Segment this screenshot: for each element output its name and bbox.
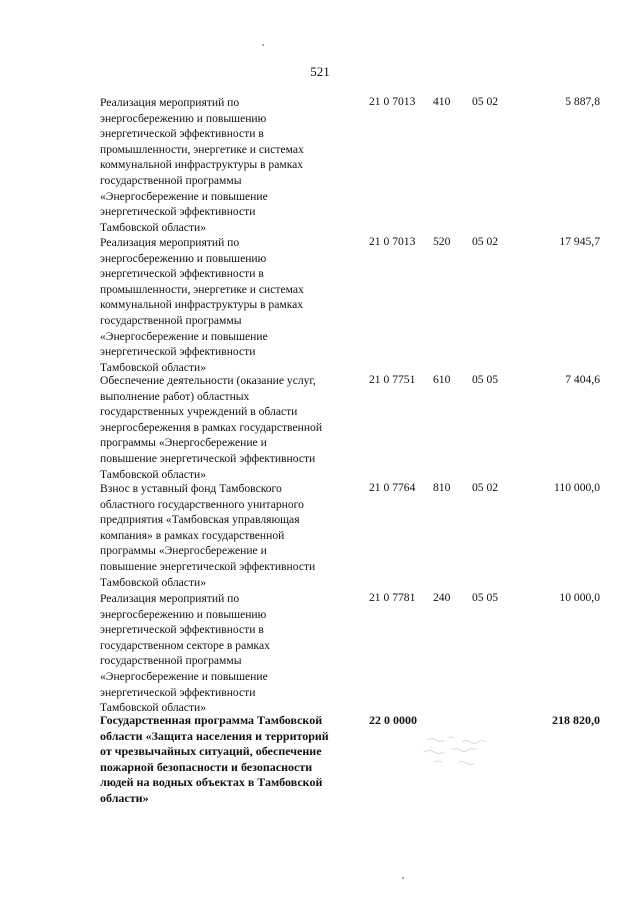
row-amount: 218 820,0: [552, 713, 600, 727]
row-expense-type: 810: [433, 481, 451, 494]
scan-speck: [402, 877, 404, 879]
row-target-code: 21 0 7764: [369, 481, 416, 494]
row-expense-type: 410: [433, 95, 451, 108]
row-target-code: 21 0 7013: [369, 235, 416, 248]
row-section: 05 02: [472, 481, 499, 494]
row-description: Обеспечение деятельности (оказание услуг, выполнение работ) областных государственных учреждений в области энергосбережения в рамках государственной программы «Энергосбережение и повышение энергетической эффективности Тамбовской области»: [100, 374, 323, 481]
row-target-code: 21 0 7781: [369, 591, 416, 604]
scan-speck: [262, 44, 264, 46]
row-expense-type: 520: [433, 235, 451, 248]
row-expense-type: 240: [433, 591, 451, 604]
row-target-code: 21 0 7013: [369, 95, 416, 108]
row-amount: 17 945,7: [559, 235, 600, 248]
row-description: Реализация мероприятий по энергосбережению и повышению энергетической эффективности в промышленности, энергетике и системах коммунальной инфраструктуры в рамках государственной программы «Энергосбережение и повышение энергетической эффективности Тамбовской области»: [100, 236, 304, 374]
faint-stamp-mark: [418, 730, 496, 772]
row-amount: 5 887,8: [565, 95, 600, 108]
row-section: 05 05: [472, 591, 499, 604]
row-description: Реализация мероприятий по энергосбережению и повышению энергетической эффективности в промышленности, энергетике и системах коммунальной инфраструктуры в рамках государственной программы «Энергосбережение и повышение энергетической эффективности Тамбовской области»: [100, 96, 304, 234]
row-section: 05 02: [472, 235, 499, 248]
row-amount: 110 000,0: [554, 481, 600, 494]
row-description: Государственная программа Тамбовской области «Защита населения и территорий от чрезвычайных ситуаций, обеспечение пожарной безопасности и безопасности людей на водных объектах в Тамбовской области»: [100, 713, 329, 805]
row-target-code: 22 0 0000: [369, 713, 417, 727]
page-number: 521: [310, 64, 330, 79]
row-expense-type: 610: [433, 373, 451, 386]
row-section: 05 05: [472, 373, 499, 386]
row-description: Реализация мероприятий по энергосбережению и повышению энергетической эффективности в государственном секторе в рамках государственной программы «Энергосбережение и повышение энергетической эффективности Тамбовской области»: [100, 592, 270, 715]
row-target-code: 21 0 7751: [369, 373, 416, 386]
row-amount: 10 000,0: [559, 591, 600, 604]
row-description: Взнос в уставный фонд Тамбовского областного государственного унитарного предприятия «Тамбовская управляющая компания» в рамках государственной программы «Энергосбережение и повышение энергетической эффективности Тамбовской области»: [100, 482, 316, 589]
row-amount: 7 404,6: [565, 373, 600, 386]
row-section: 05 02: [472, 95, 499, 108]
